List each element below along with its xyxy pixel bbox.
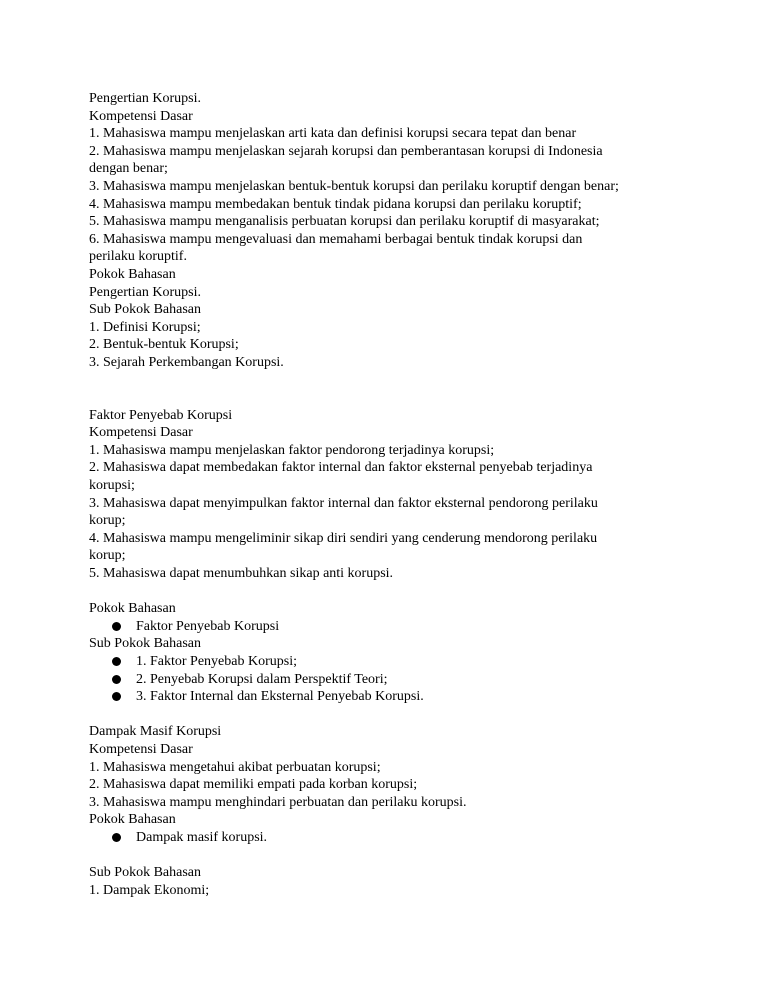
bullet-icon xyxy=(112,657,121,666)
kd-line: 1. Mahasiswa mengetahui akibat perbuatan korupsi; xyxy=(89,759,381,775)
kompetensi-dasar-heading: Kompetensi Dasar xyxy=(89,108,193,124)
bullet-text: 2. Penyebab Korupsi dalam Perspektif Teori; xyxy=(136,671,388,687)
bullet-item xyxy=(89,829,689,847)
section-title: Pengertian Korupsi. xyxy=(89,91,201,106)
kompetensi-dasar-heading: Kompetensi Dasar xyxy=(89,425,193,441)
bullet-text: 3. Faktor Internal dan Eksternal Penyebab Korupsi. xyxy=(136,689,424,705)
kd-line: 6. Mahasiswa mampu mengevaluasi dan memahami berbagai bentuk tindak korupsi dan xyxy=(89,231,583,247)
bullet-item xyxy=(89,671,689,689)
bullet-text: Faktor Penyebab Korupsi xyxy=(136,618,280,634)
kd-line: 2. Mahasiswa dapat membedakan faktor internal dan faktor eksternal penyebab terjadinya xyxy=(89,460,593,476)
document-page xyxy=(89,90,689,899)
spacer xyxy=(89,847,689,865)
spacer xyxy=(89,372,689,407)
kd-line: perilaku koruptif. xyxy=(89,249,187,265)
bullet-icon xyxy=(112,692,121,701)
spb-line: 1. Dampak Ekonomi; xyxy=(89,882,210,898)
kd-line: korup; xyxy=(89,548,126,564)
pokok-bahasan-heading: Pokok Bahasan xyxy=(89,266,176,282)
kd-line: 3. Mahasiswa mampu menghindari perbuatan dan perilaku korupsi. xyxy=(89,794,467,810)
sub-pokok-bahasan-heading: Sub Pokok Bahasan xyxy=(89,302,201,318)
kd-line: korup; xyxy=(89,513,126,529)
kd-line: 1. Mahasiswa mampu menjelaskan faktor pendorong terjadinya korupsi; xyxy=(89,442,495,458)
bullet-item xyxy=(89,618,689,636)
kd-line: 3. Mahasiswa dapat menyimpulkan faktor internal dan faktor eksternal pendorong perilaku xyxy=(89,495,598,511)
sub-pokok-bahasan-heading: Sub Pokok Bahasan xyxy=(89,865,201,881)
kd-line: korupsi; xyxy=(89,478,135,494)
spacer xyxy=(89,706,689,724)
spb-line: 3. Sejarah Perkembangan Korupsi. xyxy=(89,354,284,370)
kd-line: 5. Mahasiswa mampu menganalisis perbuatan korupsi dan perilaku koruptif di masyarakat; xyxy=(89,214,600,230)
kd-line: 4. Mahasiswa mampu mengeliminir sikap diri sendiri yang cenderung mendorong perilaku xyxy=(89,530,598,546)
bullet-icon xyxy=(112,833,121,842)
kd-line: 1. Mahasiswa mampu menjelaskan arti kata dan definisi korupsi secara tepat dan benar xyxy=(89,126,577,142)
bullet-text: Dampak masif korupsi. xyxy=(136,829,268,845)
section-title: Faktor Penyebab Korupsi xyxy=(89,407,233,423)
pokok-bahasan-item: Pengertian Korupsi. xyxy=(89,284,201,300)
pokok-bahasan-heading: Pokok Bahasan xyxy=(89,601,176,617)
pokok-bahasan-heading: Pokok Bahasan xyxy=(89,812,176,828)
bullet-item xyxy=(89,688,689,706)
kd-line: dengan benar; xyxy=(89,161,168,177)
bullet-text: 1. Faktor Penyebab Korupsi; xyxy=(136,654,297,669)
kd-line: 3. Mahasiswa mampu menjelaskan bentuk-bentuk korupsi dan perilaku koruptif dengan benar; xyxy=(89,178,619,194)
kompetensi-dasar-heading: Kompetensi Dasar xyxy=(89,741,193,757)
sub-pokok-bahasan-heading: Sub Pokok Bahasan xyxy=(89,636,201,652)
spb-line: 1. Definisi Korupsi; xyxy=(89,319,201,335)
bullet-icon xyxy=(112,622,121,631)
kd-line: 5. Mahasiswa dapat menumbuhkan sikap anti korupsi. xyxy=(89,566,394,582)
bullet-item xyxy=(89,653,689,671)
spb-line: 2. Bentuk-bentuk Korupsi; xyxy=(89,337,239,353)
spacer xyxy=(89,583,689,601)
kd-line: 2. Mahasiswa mampu menjelaskan sejarah korupsi dan pemberantasan korupsi di Indonesia xyxy=(89,143,603,159)
bullet-icon xyxy=(112,675,121,684)
kd-line: 4. Mahasiswa mampu membedakan bentuk tindak pidana korupsi dan perilaku koruptif; xyxy=(89,196,582,212)
kd-line: 2. Mahasiswa dapat memiliki empati pada korban korupsi; xyxy=(89,777,418,793)
section-title: Dampak Masif Korupsi xyxy=(89,724,222,740)
